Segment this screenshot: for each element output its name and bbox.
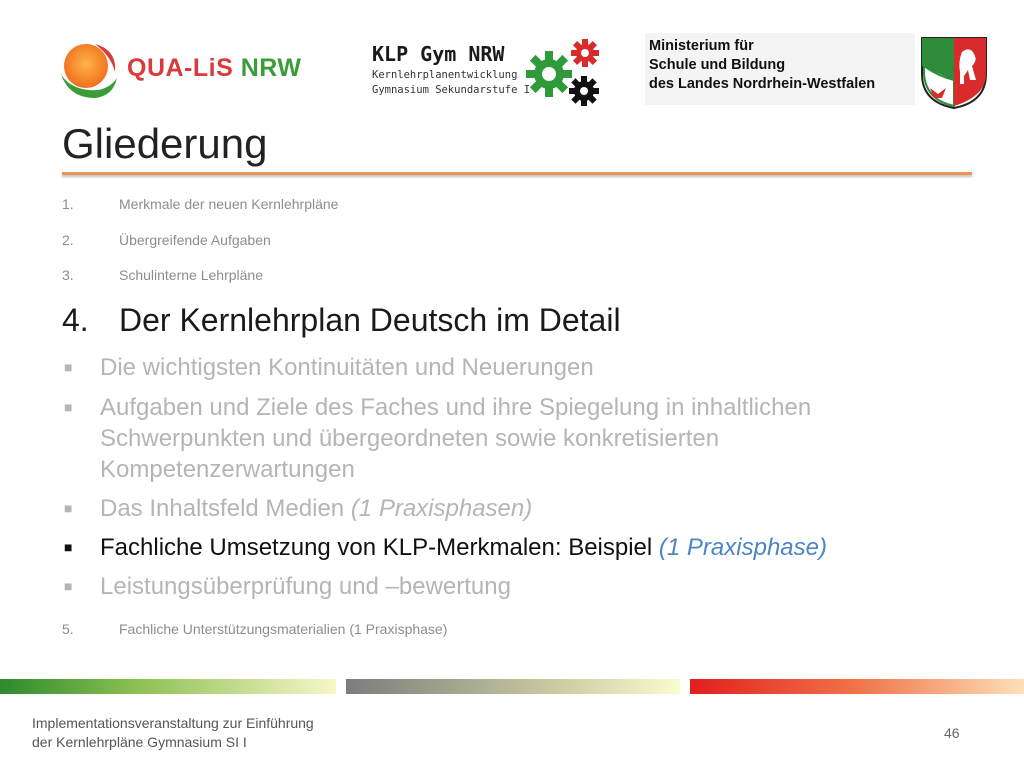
- black-gear-icon: [568, 75, 600, 107]
- practice-phase-note: (1 Praxisphasen): [350, 495, 533, 522]
- outline-item-text: Merkmale der neuen Kernlehrpläne: [119, 196, 339, 212]
- klp-logo-title: KLP Gym NRW: [372, 42, 505, 66]
- gray-decor-bar: [346, 679, 680, 694]
- slide-title: Gliederung: [62, 120, 268, 167]
- bullet-square-icon: ■: [64, 500, 73, 516]
- outline-item-text: Fachliche Unterstützungsmaterialien (1 Praxisphase): [119, 621, 448, 637]
- sub-topic-label: Aufgaben und Ziele des Faches und ihre Spiegelung in inhaltlichen Schwerpunkten und übergeordneten sowie konkretisierten Kompetenzerwartungen: [100, 394, 812, 483]
- qualis-wordmark-part1: QUA-LiS: [127, 54, 241, 82]
- qualis-wordmark: [127, 54, 301, 83]
- klp-logo-subtitle-2: Gymnasium Sekundarstufe I: [372, 84, 531, 96]
- nrw-coat-of-arms-icon: [920, 36, 988, 110]
- outline-item-text: Übergreifende Aufgaben: [119, 232, 271, 248]
- sub-topic-label: Die wichtigsten Kontinuitäten und Neuerungen: [100, 354, 594, 381]
- current-section-number: 4.: [62, 302, 89, 338]
- bullet-square-icon: ■: [64, 539, 73, 555]
- outline-item-text: Schulinterne Lehrpläne: [119, 267, 263, 283]
- sub-topic-text: [100, 392, 900, 485]
- sub-topic-text: [100, 352, 900, 383]
- practice-phase-note: (1 Praxisphase): [658, 534, 827, 561]
- outline-item-number: 1.: [62, 196, 74, 212]
- sub-topic-text: [100, 532, 900, 563]
- green-decor-bar: [0, 679, 336, 694]
- qualis-emblem-icon: [55, 38, 121, 104]
- outline-item-number: 2.: [62, 232, 74, 248]
- green-gear-icon: [525, 50, 573, 98]
- bullet-square-icon: ■: [64, 399, 73, 415]
- sub-topic-label: Leistungsüberprüfung und –bewertung: [100, 573, 511, 600]
- ministry-line-1: Ministerium für: [649, 38, 754, 54]
- sub-topic-label: Das Inhaltsfeld Medien: [100, 495, 351, 522]
- bullet-square-icon: ■: [64, 359, 73, 375]
- footer-text: [32, 714, 314, 752]
- sub-topic-label: Fachliche Umsetzung von KLP-Merkmalen: Beispiel: [100, 534, 659, 561]
- page-number: 46: [944, 725, 960, 741]
- ministry-line-2: Schule und Bildung: [649, 57, 786, 73]
- bullet-square-icon: ■: [64, 578, 73, 594]
- sub-topic-text: [100, 571, 900, 602]
- footer-line-1: Implementationsveranstaltung zur Einführung: [32, 715, 314, 731]
- current-section-text: Der Kernlehrplan Deutsch im Detail: [119, 302, 621, 338]
- ministry-logo: [645, 33, 915, 105]
- klp-logo: [368, 38, 608, 110]
- klp-logo-subtitle-1: Kernlehrplanentwicklung: [372, 69, 518, 81]
- sub-topic-text: [100, 493, 900, 524]
- outline-item-number: 5.: [62, 621, 74, 637]
- title-divider: [62, 172, 972, 175]
- ministry-line-3: des Landes Nordrhein-Westfalen: [649, 76, 876, 92]
- red-decor-bar: [690, 679, 1024, 694]
- qualis-wordmark-part2: NRW: [240, 54, 302, 82]
- footer-line-2: der Kernlehrpläne Gymnasium SI I: [32, 734, 247, 750]
- outline-item-number: 3.: [62, 267, 74, 283]
- qualis-logo: [55, 36, 302, 106]
- red-gear-icon: [570, 38, 600, 68]
